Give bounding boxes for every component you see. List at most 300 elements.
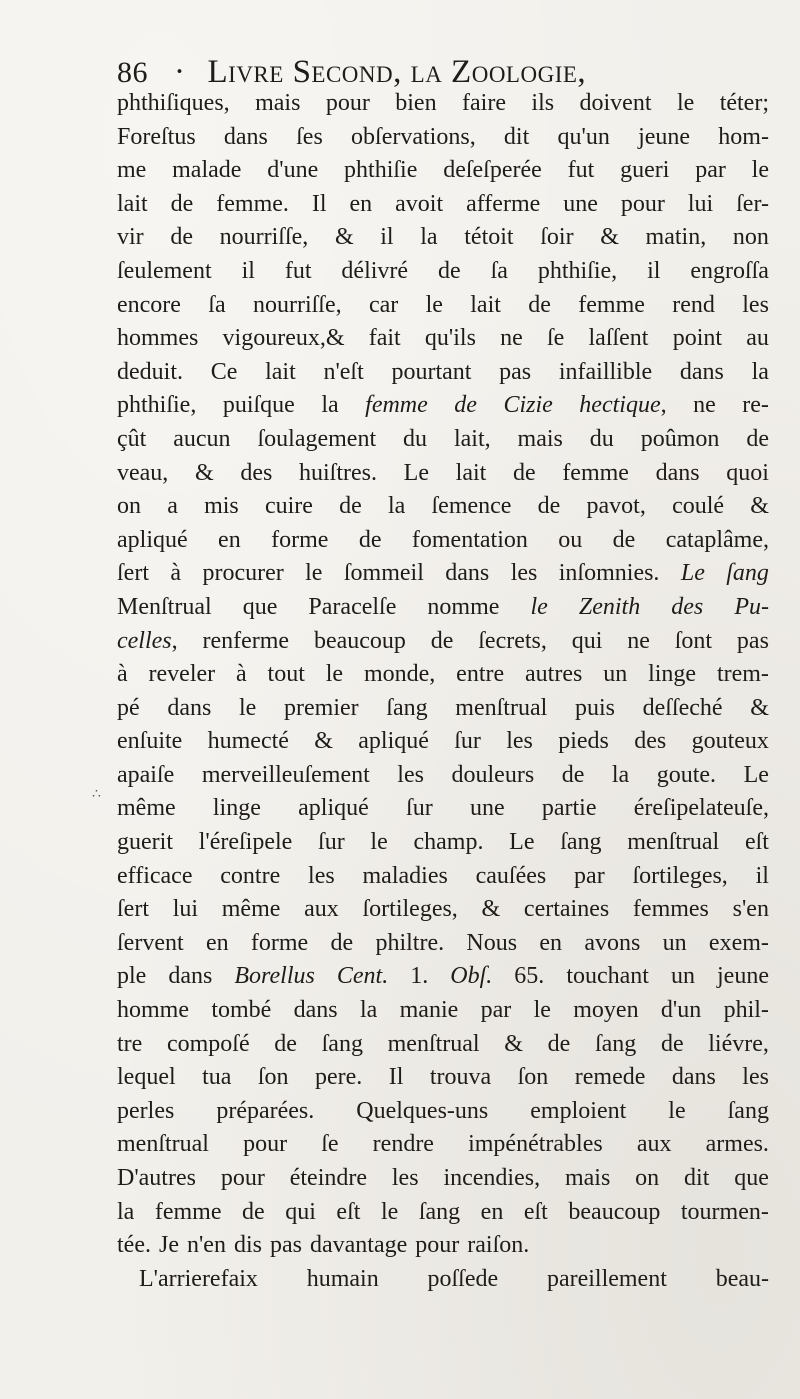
word	[173, 893, 198, 927]
word	[356, 1095, 488, 1129]
word	[274, 1028, 297, 1062]
word	[671, 960, 695, 994]
word	[380, 221, 393, 255]
roman-text: ſon	[257, 1064, 289, 1091]
roman-text: philtre.	[375, 929, 445, 956]
text-body	[117, 87, 769, 1296]
word	[462, 87, 506, 121]
roman-text: maladies	[362, 862, 448, 889]
roman-text: qui	[285, 1198, 316, 1225]
roman-text: phthiſiques,	[117, 90, 230, 116]
italic-text: celles	[117, 627, 172, 654]
word	[560, 826, 601, 860]
roman-text: les	[391, 1165, 419, 1191]
word	[240, 457, 272, 491]
roman-text: ſang	[418, 1198, 461, 1225]
roman-text: phthiſie,	[117, 392, 197, 419]
word	[310, 1229, 407, 1263]
roman-text: lequel	[117, 1064, 176, 1091]
roman-text: apliqué	[298, 795, 369, 822]
roman-text: aucun	[173, 425, 231, 452]
roman-text: Le	[743, 761, 769, 788]
word	[589, 322, 649, 356]
italic-text: Cent.	[336, 963, 389, 990]
roman-text: gouteux	[691, 728, 769, 755]
roman-text: forme	[271, 526, 329, 553]
roman-text: éteindre	[289, 1165, 368, 1191]
word	[580, 87, 652, 121]
word	[627, 826, 719, 860]
word	[308, 860, 335, 894]
text-line	[117, 188, 769, 222]
word	[299, 457, 377, 491]
roman-text: beau-	[715, 1265, 769, 1292]
roman-text: ſang	[594, 1030, 637, 1057]
roman-text: Le	[509, 829, 535, 856]
word	[575, 1061, 646, 1095]
roman-text: ſoir	[540, 224, 574, 251]
word	[117, 1229, 151, 1263]
roman-text: lui	[172, 896, 199, 923]
roman-text: reveler	[148, 661, 216, 688]
roman-text: les	[742, 291, 769, 318]
word	[369, 322, 401, 356]
word	[117, 423, 146, 457]
word	[213, 792, 261, 826]
word	[584, 927, 640, 961]
word	[514, 960, 544, 994]
roman-text: dis	[233, 1232, 262, 1259]
word	[693, 389, 716, 423]
word	[470, 792, 505, 826]
word	[648, 658, 696, 692]
text-line	[117, 658, 769, 692]
word	[467, 1229, 529, 1263]
word	[321, 389, 338, 423]
word	[566, 960, 649, 994]
word	[542, 792, 597, 826]
roman-text: afferme	[466, 190, 541, 217]
roman-text: pavot,	[586, 493, 646, 520]
text-line	[117, 1128, 769, 1162]
word	[364, 658, 435, 692]
word	[321, 1128, 338, 1162]
italic-text: Cizie	[503, 392, 553, 419]
roman-text: ,	[660, 392, 667, 419]
word	[443, 154, 542, 188]
word	[726, 457, 769, 491]
roman-text: ſa	[208, 291, 226, 318]
word	[117, 289, 181, 323]
roman-text: Le	[403, 459, 429, 486]
word	[389, 1061, 404, 1095]
word	[187, 1229, 226, 1263]
word	[574, 860, 605, 894]
text-line	[117, 625, 769, 659]
word	[478, 625, 547, 659]
word	[525, 658, 582, 692]
roman-text: ſommeil	[343, 560, 424, 587]
word	[267, 154, 318, 188]
word	[681, 557, 705, 591]
roman-text: laſſent	[588, 325, 649, 352]
word	[633, 860, 728, 894]
roman-text: phil-	[723, 997, 769, 1024]
word	[559, 356, 652, 390]
word	[733, 221, 769, 255]
roman-text: puiſque	[222, 392, 295, 419]
roman-text: il	[380, 224, 394, 251]
word	[285, 255, 312, 289]
roman-text: trem-	[716, 661, 769, 688]
roman-text: femme	[578, 291, 645, 318]
roman-text: point	[672, 325, 723, 352]
text-line	[117, 1028, 769, 1062]
word	[168, 960, 212, 994]
word	[202, 557, 283, 591]
roman-text: ne	[500, 325, 523, 352]
roman-text: préparées.	[216, 1097, 315, 1124]
word	[117, 893, 149, 927]
word	[167, 1028, 250, 1062]
word	[425, 322, 476, 356]
roman-text: poſſede	[427, 1265, 499, 1292]
word	[117, 1128, 209, 1162]
roman-text: douleurs	[451, 761, 535, 788]
word	[290, 1162, 367, 1196]
roman-text: certaines	[523, 896, 610, 923]
roman-text: que	[242, 593, 278, 620]
word	[491, 255, 508, 289]
word	[528, 289, 551, 323]
word	[337, 960, 388, 994]
roman-text: s'en	[732, 896, 769, 923]
roman-text: Je	[158, 1232, 179, 1259]
word	[673, 322, 722, 356]
word	[314, 725, 333, 759]
roman-text: de	[242, 1198, 265, 1225]
roman-text: une	[469, 795, 505, 822]
roman-text: de	[547, 1030, 571, 1057]
roman-text: moyen	[573, 997, 639, 1024]
roman-text: compoſé	[166, 1030, 250, 1057]
roman-text: un	[603, 661, 628, 688]
roman-text: coulé	[672, 493, 725, 520]
roman-text: à	[117, 661, 128, 688]
text-line	[117, 289, 769, 323]
roman-text: les	[308, 862, 335, 889]
word	[404, 457, 429, 491]
word	[717, 960, 769, 994]
margin-mark: ∴	[92, 786, 101, 802]
roman-text: Quelques-uns	[356, 1097, 489, 1124]
roman-text: deduit.	[117, 358, 183, 385]
word	[117, 557, 149, 591]
word	[208, 289, 225, 323]
word	[531, 87, 554, 121]
word	[413, 826, 483, 860]
word	[344, 557, 424, 591]
roman-text: de	[537, 493, 561, 520]
word	[304, 893, 339, 927]
italic-text: Zenith	[578, 593, 641, 620]
word	[756, 860, 769, 894]
text-line	[117, 692, 769, 726]
word	[360, 994, 377, 1028]
roman-text: linge	[648, 661, 697, 688]
roman-text: ne	[627, 627, 650, 654]
roman-text: doivent	[579, 90, 652, 116]
word	[202, 759, 370, 793]
word	[270, 1229, 302, 1263]
word	[406, 792, 433, 826]
word	[612, 759, 629, 793]
word	[737, 625, 769, 659]
word	[308, 591, 396, 625]
roman-text: fut	[284, 257, 312, 284]
roman-text: puis	[574, 694, 615, 721]
word	[511, 557, 538, 591]
roman-text: ſortileges,	[632, 862, 728, 889]
word	[117, 692, 140, 726]
roman-text: pour	[620, 190, 665, 217]
word	[322, 1028, 363, 1062]
roman-text: qu'un	[557, 123, 610, 150]
word	[672, 289, 715, 323]
roman-text: téter;	[719, 90, 769, 116]
word	[117, 1162, 196, 1196]
word	[530, 1095, 626, 1129]
roman-text: lait,	[453, 425, 491, 452]
word	[172, 154, 241, 188]
word	[547, 322, 564, 356]
roman-text: ſervent	[117, 929, 184, 956]
roman-text: il	[647, 257, 661, 284]
word	[195, 457, 214, 491]
word	[239, 692, 256, 726]
word	[242, 1196, 265, 1230]
roman-text: procurer	[202, 560, 284, 587]
word	[750, 490, 769, 524]
roman-text: la	[751, 358, 769, 385]
roman-text: d'une	[267, 157, 319, 184]
word	[452, 759, 535, 793]
word	[456, 658, 504, 692]
word	[745, 826, 769, 860]
roman-text: ſes	[296, 123, 323, 150]
word	[547, 1263, 667, 1297]
word	[513, 457, 536, 491]
word	[534, 994, 551, 1028]
roman-text: délivré	[341, 257, 409, 284]
word	[454, 423, 491, 457]
word	[666, 524, 769, 558]
roman-text: deſeſperée	[443, 157, 542, 184]
roman-text: monde,	[363, 661, 436, 688]
roman-text: de	[330, 929, 354, 956]
roman-text: ſur	[318, 829, 345, 856]
roman-text: même	[117, 795, 176, 822]
roman-text: aux	[304, 896, 339, 923]
roman-text: même	[221, 896, 281, 923]
roman-text: rendre	[372, 1131, 434, 1158]
roman-text: de	[430, 627, 454, 654]
roman-text: femme.	[216, 190, 289, 217]
text-line	[117, 1162, 769, 1196]
roman-text: l'éreſipele	[198, 829, 293, 856]
roman-text: lait	[470, 291, 501, 318]
roman-text: au	[746, 325, 769, 352]
word	[524, 1196, 548, 1230]
word	[690, 255, 769, 289]
word	[363, 893, 458, 927]
word	[634, 792, 769, 826]
italic-text: le	[530, 593, 548, 620]
roman-text: dans	[168, 963, 213, 990]
roman-text: qu'ils	[424, 325, 476, 352]
roman-text: dans	[671, 1064, 716, 1091]
word	[661, 1028, 684, 1062]
roman-text: jeune	[717, 963, 769, 990]
word	[285, 1196, 316, 1230]
roman-text: un	[670, 963, 695, 990]
roman-text: malade	[172, 157, 242, 184]
roman-text: nourriſſe,	[219, 224, 309, 251]
word	[530, 591, 547, 625]
roman-text: exem-	[708, 929, 769, 956]
roman-text: le	[533, 997, 551, 1024]
roman-text: la	[387, 493, 406, 520]
roman-text: par	[480, 997, 512, 1024]
word	[236, 658, 247, 692]
roman-text: ou	[558, 526, 583, 553]
roman-text: humecté	[207, 728, 289, 755]
roman-text: en	[480, 1198, 504, 1225]
roman-text: cataplâme,	[665, 526, 769, 553]
text-line	[117, 591, 769, 625]
word	[733, 893, 769, 927]
word	[117, 1028, 142, 1062]
word	[503, 389, 552, 423]
roman-text: Il	[311, 190, 327, 217]
word	[202, 1061, 231, 1095]
roman-text: le	[380, 1198, 399, 1225]
roman-text: le	[751, 157, 769, 184]
roman-text: Paracelſe	[308, 593, 397, 620]
text-line	[117, 389, 769, 423]
word	[672, 1061, 716, 1095]
roman-text: champ.	[413, 829, 484, 856]
roman-text: Foreſtus	[117, 123, 196, 150]
roman-text: rend	[672, 291, 715, 318]
roman-text: dans	[167, 694, 212, 721]
roman-text: un	[662, 929, 687, 956]
word	[454, 389, 477, 423]
roman-text: le	[325, 661, 344, 688]
text-line	[117, 1196, 769, 1230]
word	[504, 1028, 523, 1062]
roman-text: pas	[499, 358, 532, 385]
roman-text: dans	[293, 997, 338, 1024]
roman-text: apliqué	[358, 728, 429, 755]
word	[518, 423, 563, 457]
word	[296, 121, 323, 155]
word	[638, 121, 690, 155]
word	[199, 826, 293, 860]
roman-text: trouva	[429, 1064, 492, 1091]
text-line	[117, 927, 769, 961]
text-line	[117, 557, 769, 591]
roman-text: tourmen-	[680, 1198, 769, 1225]
word	[381, 1196, 398, 1230]
word	[587, 490, 646, 524]
text-line	[117, 457, 769, 491]
word	[336, 1196, 360, 1230]
word	[728, 1095, 769, 1129]
word	[211, 356, 238, 390]
italic-text: hectique	[579, 392, 661, 419]
roman-text: que	[734, 1165, 769, 1191]
roman-text: pere.	[315, 1064, 363, 1091]
roman-text: phthiſie	[344, 157, 418, 184]
roman-text: n'en	[186, 1232, 226, 1259]
word	[312, 188, 327, 222]
word	[540, 221, 573, 255]
word	[351, 121, 476, 155]
roman-text: menſtrual	[627, 829, 720, 856]
roman-text: les	[397, 761, 424, 788]
roman-text: ſert	[117, 896, 149, 923]
word	[518, 1061, 549, 1095]
roman-text: engroſſa	[690, 257, 769, 284]
word	[539, 927, 562, 961]
roman-text: eſt	[523, 1198, 548, 1225]
roman-text: mais	[255, 90, 301, 116]
roman-text: homme	[117, 997, 189, 1024]
text-line	[117, 792, 769, 826]
roman-text: linge	[212, 795, 261, 822]
word	[305, 557, 322, 591]
text-line	[117, 221, 769, 255]
word	[717, 658, 769, 692]
roman-text: menſtrual	[387, 1030, 480, 1057]
roman-text: bien	[395, 90, 437, 116]
roman-text: du	[589, 425, 614, 452]
word	[500, 322, 523, 356]
roman-text: menſtrual	[117, 1131, 209, 1158]
text-line	[117, 1095, 769, 1129]
roman-text: eſt	[336, 1198, 361, 1225]
roman-text: gueri	[620, 157, 670, 184]
word	[454, 725, 481, 759]
word	[565, 1162, 610, 1196]
word	[481, 994, 512, 1028]
word	[657, 759, 716, 793]
roman-text: la	[321, 392, 339, 419]
roman-text: lait	[455, 459, 487, 486]
roman-text: de	[339, 493, 362, 520]
roman-text: tua	[202, 1064, 232, 1091]
word	[420, 221, 437, 255]
roman-text: impénétrables	[468, 1131, 603, 1158]
word	[117, 188, 148, 222]
word	[386, 692, 427, 726]
word	[369, 289, 398, 323]
roman-text: il	[755, 862, 769, 889]
word	[684, 1162, 709, 1196]
roman-text: non	[732, 224, 769, 251]
roman-text: de	[612, 526, 636, 553]
